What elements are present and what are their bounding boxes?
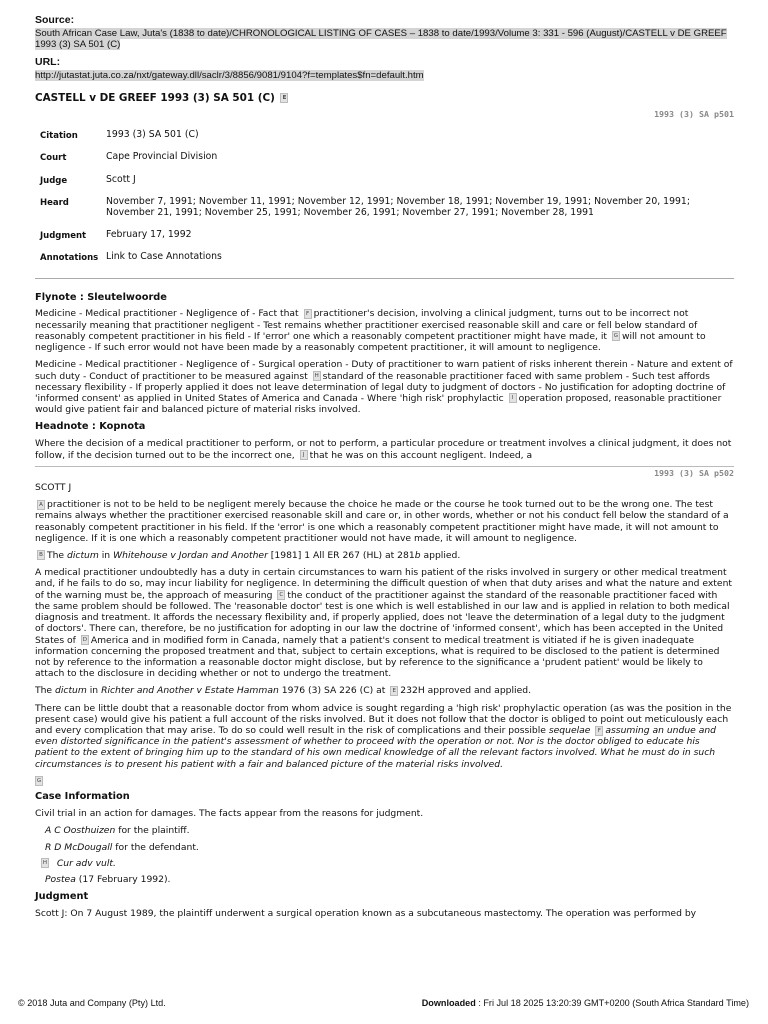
body-paragraph: The dictum in Richter and Another v Estate Hamman 1976 (3) SA 226 (C) at E 232H approved and applied. [35,685,531,697]
url-link[interactable]: http://jutastat.juta.co.za/nxt/gateway.dll/saclr/3/8856/9081/9104?f=templates$fn=default.htm [35,70,424,82]
page-marker: I [509,393,517,403]
meta-row-judgment [40,229,734,241]
meta-value: 1993 (3) SA 501 (C) [106,129,199,141]
meta-key: Court [40,153,67,164]
page-marker: J [300,450,308,460]
url-label: URL: [35,56,61,69]
body-paragraph: B The dictum in Whitehouse v Jordan and Another [1981] 1 All ER 267 (HL) at 281b applied. [35,550,734,561]
headnote-paragraph: Where the decision of a medical practitioner to perform, or not to perform, a particular procedure or treatment involves a clinical judgment, it does not follow, if the decision turned out to be the incorrect one, J that he was on this account negligent. Indeed, a [35,438,732,461]
meta-row-annotations [40,251,734,263]
source-path: South African Case Law, Juta's (1838 to date)/CHRONOLOGICAL LISTING OF CASES – 1838 to date/1993/Volume 3: 331 - 596 (August)/CASTELL v DE GREEF 1993 (3) SA 501 (C) [35,27,727,51]
page-marker: B [37,550,45,560]
meta-key: Citation [40,131,78,142]
meta-value: November 7, 1991; November 11, 1991; November 12, 1991; November 18, 1991; November 19, 1991; November 20, 1991; November 21, 1991; November 25, 1991; November 26, 1991; November 27, 1991; November 28, 1991 [106,196,690,219]
meta-row-court [40,151,734,163]
page-marker: F [595,726,603,736]
meta-value: Scott J [106,173,136,185]
case-metadata-table [40,129,734,263]
url-block [35,56,734,81]
source-block [35,14,734,50]
page-marker-row [35,776,734,787]
document-page [35,14,734,925]
meta-key: Judgment [40,230,87,241]
cur-adv-vult: H Cur adv vult. [42,857,116,869]
judgment-paragraph: Scott J: On 7 August 1989, the plaintiff underwent a surgical operation known as a subcutaneous mastectomy. The operation was performed by [35,908,697,920]
page-marker: E [390,686,398,696]
meta-row-citation [40,129,734,141]
body-paragraph: A practitioner is not to be held to be negligent merely because the choice he made or the course he took turned out to be the wrong one. The test remains always whether the practitioner exercised reasonable skill and care or, in other words, whether or not his conduct fell below the standard of a reasonably competent practitioner in his field. If the 'error' is one which a reasonably competent practitioner might have made, it will not amount to negligence. If it is one which a reasonably competent practitioner would not have made, it will amount to negligence. [35,499,729,544]
copyright-text: © 2018 Juta and Company (Pty) Ltd. [18,997,166,1008]
page-marker: G [36,778,42,785]
meta-key: Heard [40,198,69,209]
page-marker: C [277,590,285,600]
page-marker: G [613,333,619,340]
page-footer [18,998,749,1009]
page-reference: 1993 (3) SA p501 [654,108,734,119]
page-marker: F [304,309,312,319]
meta-key: Annotations [40,253,99,264]
page-marker: H [42,860,48,867]
meta-row-judge [40,174,734,186]
case-information-heading: Case Information [35,791,130,803]
headnote-heading: Headnote : Kopnota [35,421,146,433]
body-paragraph: A medical practitioner undoubtedly has a duty in certain circumstances to warn his patient of the risks involved in surgery or other medical treatment and, if he fails to do so, may incur liability for negligence. In determining the difficult question of when that duty arises and what the nature and extent of the warning must be, the approach of measuring C the conduct of the practitioner against the standard of the reasonable practitioner faced with the same problem should be followed. The 'reasonable doctor' test is one which is well established in our law and is applied in relation to both medical diagnosis and treatment. It affords the necessary flexibility and, if properly applied, does not 'leave the determination of a legal duty to the judgment of doctors'. There can, therefore, be no justification for adopting in our law the doctrine of 'informed consent', which has been accepted in the United States of D America and in modified form in Canada, namely that a patient's consent to medical treatment is vitiated if he is given inadequate information concerning the proposed treatment and that, subject to certain exceptions, what is required to be disclosed to the patient is determined not by reference to the information a reasonable doctor might disclose, but by reference to the significance a 'prudent patient' would be likely to attach to the disclosure in deciding whether or not to undergo the treatment. [35,567,732,680]
body-paragraph: There can be little doubt that a reasonable doctor from whom advice is sought regarding a 'high risk' prophylactic operation (as was the position in the present case) would give his patient a full account of the risks involved. But it does not follow that the doctor is obliged to point out meticulously each and every complication that may arise. To do so could well result in the risk of complications and their possible sequelae F assuming an undue and even distorted significance in the patient's assessment of whether to proceed with the operation or not. Nor is the doctor obliged to educate his patient to the extent of bringing him up to the standard of his own medical knowledge of all the relevant factors involved. What he must do in such circumstances is to present his patient with a fair and balanced picture of the material risks involved. [35,702,732,770]
page-marker: D [82,637,87,644]
page-marker: H [314,373,319,380]
meta-row-heard [40,196,734,219]
section-divider [35,278,734,279]
flynote-heading: Flynote : Sleutelwoorde [35,291,167,303]
flynote-paragraph: Medicine - Medical practitioner - Negligence of - Surgical operation - Duty of practitioner to warn patient of risks inherent therein - Nature and extent of such duty - Conduct of practitioner to be measured against H standard of the reasonable practitioner faced with same problem - Such test affords necessary flexibility - If properly applied it does not leave determination of legal duty to judgment of doctors - No justification for adopting doctrine of 'informed consent' as applied in United States of America and Canada - Where 'high risk' prophylactic I operation proposed, reasonable practitioner would give patient fair and balanced picture of material risks involved. [35,359,733,416]
judge-line: SCOTT J [35,481,72,493]
page-reference: 1993 (3) SA p502 [35,466,734,478]
annotations-link[interactable]: Link to Case Annotations [106,251,222,263]
meta-value: Cape Provincial Division [106,151,218,163]
counsel-defendant: R D McDougall for the defendant. [45,841,199,853]
case-title [35,92,734,105]
source-label: Source: [35,14,75,26]
meta-value: February 17, 1992 [106,228,192,240]
counsel-plaintiff: A C Oosthuizen for the plaintiff. [45,825,190,837]
flynote-paragraph: Medicine - Medical practitioner - Negligence of - Fact that F practitioner's decision, involving a clinical judgment, turns out to be incorrect not necessarily meaning that practitioner negligent - Test remains whether practitioner exercised reasonable skill and care or fell below standard of reasonably competent practitioner in his field - If 'error' one which a reasonably competent practitioner might have made, it G will not amount to negligence - If such error would not have been made by a reasonably competent practitioner, it will amount to negligence. [35,308,706,354]
meta-key: Judge [40,175,68,186]
page-marker: A [37,500,45,510]
page-marker: E [280,93,288,103]
download-stamp: Downloaded : Fri Jul 18 2025 13:20:39 GMT+0200 (South Africa Standard Time) [421,997,749,1008]
case-title-text: CASTELL v DE GREEF 1993 (3) SA 501 (C) [35,92,275,105]
judgment-heading: Judgment [35,891,89,903]
postea-line: Postea (17 February 1992). [45,873,171,885]
case-info-paragraph: Civil trial in an action for damages. The facts appear from the reasons for judgment. [35,808,424,820]
